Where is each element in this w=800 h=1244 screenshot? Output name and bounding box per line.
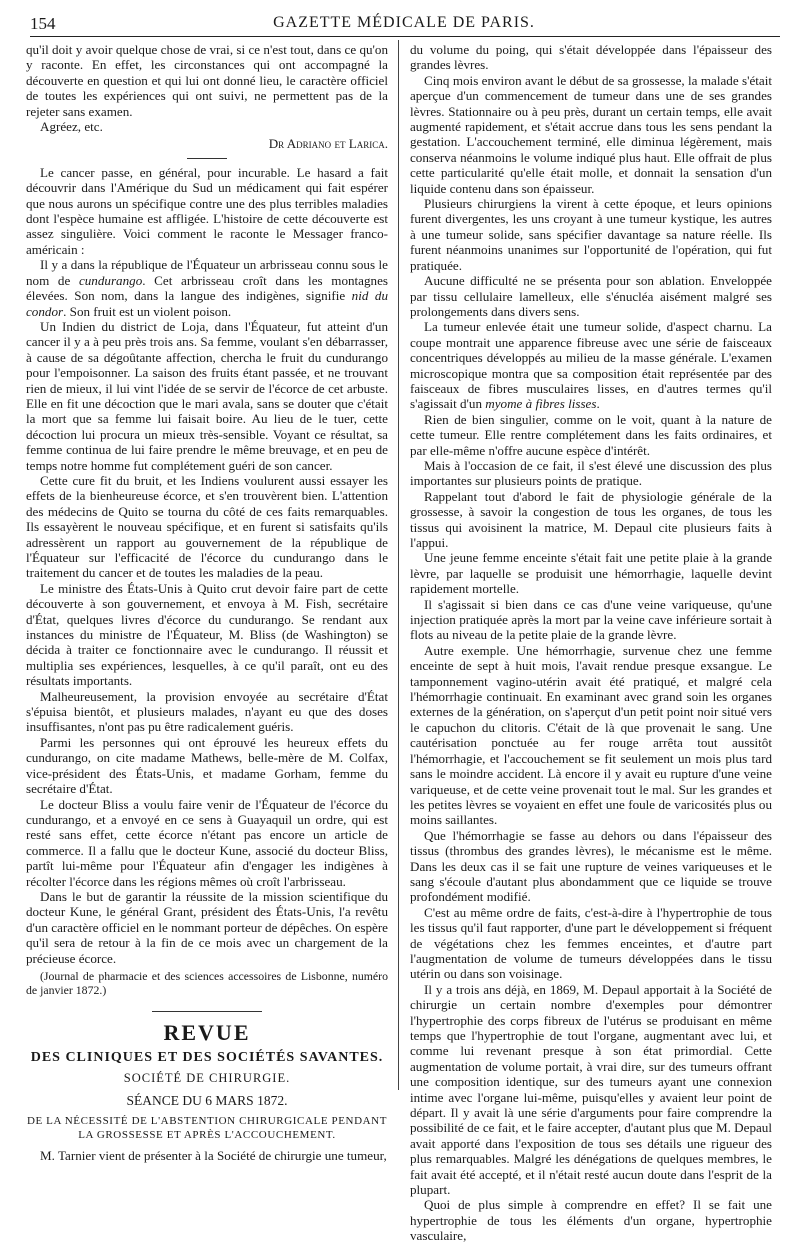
section-subtitle: DES CLINIQUES ET DES SOCIÉTÉS SAVANTES. bbox=[30, 1049, 384, 1065]
article-topic: DE LA NÉCESSITÉ DE L'ABSTENTION CHIRURGICALE PENDANT LA GROSSESSE ET APRÈS L'ACCOUCHEMENT. bbox=[26, 1115, 388, 1142]
text-run: . Son fruit est un violent poison. bbox=[63, 303, 232, 319]
page-header bbox=[30, 14, 778, 36]
text-run: Il y a dans la république de l'Équateur un arbrisseau connu sous le nom de bbox=[26, 257, 388, 288]
paragraph: Mais à l'occasion de ce fait, il s'est élevé une discussion des plus importantes sur plusieurs points de pratique. bbox=[410, 457, 772, 489]
session-date: SÉANCE DU 6 MARS 1872. bbox=[126, 1092, 288, 1108]
society-heading: SOCIÉTÉ DE CHIRURGIE. bbox=[123, 1071, 291, 1086]
left-column bbox=[26, 42, 388, 1164]
paragraph: M. Tarnier vient de présenter à la Société de chirurgie une tumeur, bbox=[40, 1148, 387, 1164]
paragraph: Agréez, etc. bbox=[40, 119, 103, 135]
text-run: . bbox=[596, 396, 600, 412]
paragraph: du volume du poing, qui s'était développée dans l'épaisseur des grandes lèvres. bbox=[410, 42, 772, 73]
separator-rule bbox=[187, 158, 227, 159]
italic-term: nid du condor bbox=[26, 288, 388, 319]
paragraph: Plusieurs chirurgiens la virent à cette époque, et leurs opinions furent divergentes, les uns croyant à une tumeur kystique, les autres à une tumeur solide, sans spécifier davantage sa nature réelle. Ils furent néanmoins unanimes sur l'opportunité de l'opération, qui fut pratiquée. bbox=[410, 196, 772, 273]
paragraph: Parmi les personnes qui ont éprouvé les heureux effets du cundurango, on cite madame Mathews, belle-mère de M. Colfax, vice-président des États-Unis, et madame Gorham, femme du secrétaire d'État. bbox=[26, 734, 388, 797]
paragraph: Malheureusement, la provision envoyée au secrétaire d'État s'épuisa bientôt, et plusieurs malades, n'ayant eu que des doses insuffisantes, n'ont pas pu être radicalement guéris. bbox=[26, 688, 388, 735]
paragraph: Rappelant tout d'abord le fait de physiologie générale de la grossesse, à savoir la congestion de tous les organes, de tous les tissus qui avoisinent la matrice, M. Depaul cite plusieurs faits à l'appui. bbox=[410, 488, 772, 550]
text-run: . Cet arbrisseau croît dans les montagnes élevées. Son nom, dans la langue des indigènes, signifie bbox=[26, 272, 388, 304]
paragraph: Le cancer passe, en général, pour incurable. Le hasard a fait découvrir dans l'Amérique du Sud un médicament qui fait espérer que nous aurons un spécifique contre une des plus terribles maladies dont l'espèce humaine est affligée. L'histoire de cette découverte est assez singulière. Voici comment le raconte le Messager franco-américain : bbox=[26, 164, 388, 257]
paragraph bbox=[410, 319, 772, 411]
paragraph: Il s'agissait si bien dans ce cas d'une veine variqueuse, qu'une injection pratiquée après la mort par la veine cave inférieure sortait à flots au niveau de la petite plaie de la grande lèvre. bbox=[410, 596, 772, 643]
paragraph: Il y a trois ans déjà, en 1869, M. Depaul apportait à la Société de chirurgie un certain nombre d'exemples pour démontrer l'hypertrophie des corps fibreux de l'utérus se produisant en même temps que l'hypertrophie de tout l'organe, augmentant avec lui, et comme lui revenant presque à son état primordial. Cette augmentation de volume portait, à vrai dire, sur des tumeurs offrant une composition identique, sur des tumeurs ayant une connexion intime avec l'organe lui-même, puisqu'elles y avaient leur point de départ. Il y avait là une série d'arguments pour faire comprendre la possibilité de ce fait, et le faire accepter, d'autant plus que M. Depaul avait apporté dans l'exposition de tous ses détails une rigueur des plus remarquables. Malgré les dénégations de quelques membres, le fait avait été accepté, et il n'était resté aucun doute dans l'esprit de la plupart. bbox=[410, 981, 772, 1198]
italic-term: cundurango bbox=[78, 272, 143, 288]
paragraph: Quoi de plus simple à comprendre en effet? Il se fait une hypertrophie de tous les éléments d'un organe, hypertrophie vasculaire, bbox=[410, 1197, 772, 1244]
citation: (Journal de pharmacie et des sciences accessoires de Lisbonne, numéro de janvier 1872.) bbox=[26, 968, 388, 997]
column-divider bbox=[398, 40, 399, 1090]
italic-term: myome à fibres lisses bbox=[485, 396, 597, 412]
section-title: REVUE bbox=[163, 1019, 251, 1045]
paragraph: Que l'hémorrhagie se fasse au dehors ou dans l'épaisseur des tissus (thrombus des grandes lèvres), le mécanisme est le même. Dans les deux cas il se fait une rupture de veines variqueuses et le sang s'écoule d'autant plus abondamment que ce liquide se trouve profondément modifié. bbox=[410, 827, 772, 905]
paragraph: Rien de bien singulier, comme on le voit, quant à la nature de cette tumeur. Elle rentre complétement dans les faits ordinaires, et par elle-même n'offre aucune espèce d'intérêt. bbox=[410, 411, 772, 458]
separator-rule bbox=[152, 1011, 262, 1012]
header-rule bbox=[30, 36, 780, 37]
journal-title: GAZETTE MÉDICALE DE PARIS. bbox=[273, 14, 535, 31]
signature: Dr Adriano et Larica. bbox=[268, 136, 388, 152]
paragraph: Aucune difficulté ne se présenta pour son ablation. Enveloppée par tissu cellulaire lamelleux, elle s'énucléa aisément malgré ses prolongements dans divers sens. bbox=[410, 273, 772, 319]
paragraph: qu'il doit y avoir quelque chose de vrai, si ce n'est tout, dans ce qu'on y raconte. En effet, les circonstances qui ont accompagné la découverte en question et qui lui ont donné lieu, le caractère officiel de toutes les expériences qui ont suivi, ne permettent pas de la rejeter sans examen. bbox=[26, 42, 388, 119]
paragraph: Un Indien du district de Loja, dans l'Équateur, fut atteint d'un cancer il y a à peu près trois ans. Sa femme, voulant s'en débarrasser, à cause de sa dégoûtante affection, chercha le fruit du cundurango pour l'empoisonner. La saison des fruits étant passée, et ne trouvant rien de mieux, il lui vint l'idée de se servir de l'écorce de cet arbuste. Elle en fit une décoction que le mari avala, sans se douter que c'était la mort que sa femme lui faisait boire. Au lieu de le tuer, cette décoction lui procura un mieux très-sensible. Voyant ce résultat, sa femme continua de lui faire prendre le même breuvage, et en peu de temps notre homme fut complétement guéri de son cancer. bbox=[26, 318, 388, 473]
paragraph: Cinq mois environ avant le début de sa grossesse, la malade s'était aperçue d'un commencement de tumeur dans une de ses grandes lèvres. Stationnaire ou à peu près, durant un certain temps, elle avait augmenté rapidement, et s'était accrue dans tous les sens pendant la gestation. L'accouchement terminé, elle diminua légèrement, mais conserva néanmoins le volume indiqué plus haut. Elle offrait de plus cette particularité qu'elle était molle, et donnait la sensation d'un liquide contenu dans son épaisseur. bbox=[410, 72, 772, 196]
text-run: La tumeur enlevée était une tumeur solide, d'aspect charnu. La coupe montrait une apparence fibreuse avec une série de faisceaux concentriques développés au milieu de la masse générale. L'examen microscopique montra que sa composition était représentée par des faisceaux de fibres musculaires lisses, en d'autres termes qu'il s'agissait d'un bbox=[410, 319, 772, 412]
paragraph: Le docteur Bliss a voulu faire venir de l'Équateur de l'écorce du cundurango, et a envoyé en ce sens à Guayaquil un ordre, qui est resté sans effet, cette écorce n'étant pas encore un article de commerce. Il a fallu que le docteur Kune, associé du docteur Bliss, partît lui-même pour l'Équateur afin d'engager les indigènes à récolter l'écorce dans les régions mêmes où croît l'arbrisseau. bbox=[26, 796, 388, 889]
paragraph bbox=[26, 257, 388, 319]
right-column bbox=[410, 42, 772, 1244]
paragraph: Cette cure fit du bruit, et les Indiens voulurent aussi essayer les effets de la bienheureuse écorce, et s'en trouvèrent bien. L'attention des médecins de Quito se tourna du côté de ces faits remarquables. Ils essayèrent le nouveau spécifique, et en furent si satisfaits qu'ils adressèrent un rapport au gouvernement de la république de l'Équateur sur l'efficacité de l'écorce du cundurango dans le traitement du cancer et de toutes les maladies de la peau. bbox=[26, 472, 388, 581]
paragraph: C'est au même ordre de faits, c'est-à-dire à l'hypertrophie de tous les tissus qu'il faut rapporter, d'une part le développement si fréquent de végétations chez les femmes enceintes, et d'autre part l'augmentation de volume de tumeurs développées dans le tissu utérin ou dans son voisinage. bbox=[410, 904, 772, 982]
page-number: 154 bbox=[30, 14, 56, 33]
paragraph: Une jeune femme enceinte s'était fait une petite plaie à la grande lèvre, par laquelle se produisit une hémorrhagie, laquelle devint rapidement mortelle. bbox=[410, 550, 772, 597]
paragraph: Autre exemple. Une hémorrhagie, survenue chez une femme enceinte de sept à huit mois, l'avait rendue presque exsangue. Le tamponnement vagino-utérin avait été pratiqué, et malgré cela l'hémorrhagie continuait. En examinant avec grand soin les organes externes de la génération, on s'aperçut d'un petit point noir situé vers le capuchon du clitoris. C'était de là que provenait le sang. Une cautérisation ponctuée au fer rouge arrêta tout aussitôt l'hémorrhagie, et l'accouchement se fit seulement un mois plus tard sans le moindre accident. Là encore il y avait eu rupture d'une veine variqueuse, et de cette veine provenait tout le mal. Sur les grandes et les petites lèvres se voyaient en effet une foule de varicosités plus ou moins saillantes. bbox=[410, 642, 772, 828]
paragraph: Le ministre des États-Unis à Quito crut devoir faire part de cette découverte à son gouvernement, et envoya à M. Fish, secrétaire d'État, quelques livres d'écorce du cundurango. Se rendant aux instances du ministre de l'Équateur, M. Bliss (de Washington) se décida à traiter ce fonctionnaire avec le cundurango. Il réussit et multiplia ses expériences, lesquelles, à ce qu'il paraît, ont eu des résultats importants. bbox=[26, 580, 388, 689]
paragraph: Dans le but de garantir la réussite de la mission scientifique du docteur Kune, le général Grant, président des États-Unis, l'a revêtu d'un caractère officiel en le nommant porteur de dépêches. On espère qu'il sera de retour à la fin de ce mois avec un chargement de la précieuse écorce. bbox=[26, 888, 388, 966]
